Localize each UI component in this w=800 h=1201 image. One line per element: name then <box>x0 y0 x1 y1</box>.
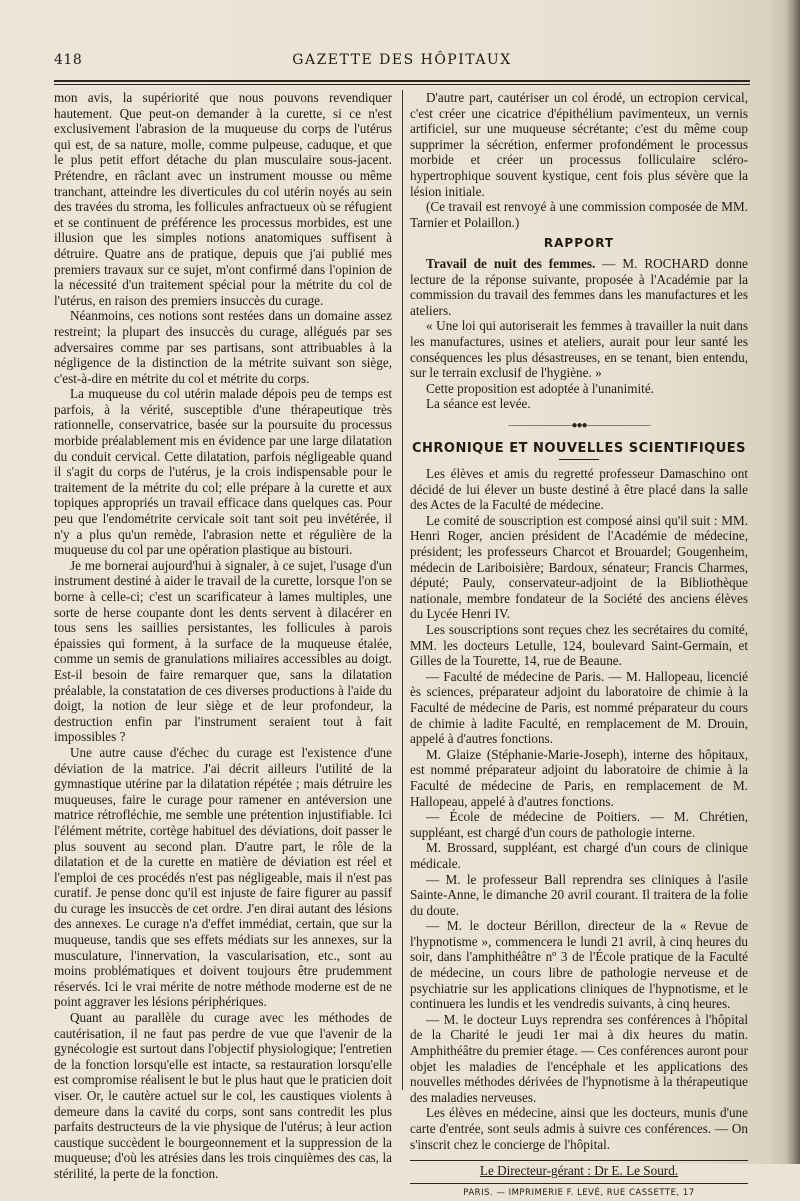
paragraph: Néanmoins, ces notions sont restées dans un domaine assez restreint; la plupart des insuccès du curage, allégués par ses adversaires comme par ses partisans, sont attribuables à la négligence de la distinction de la métrite suivant son siège, c'est-à-dire en métrite du col et métrite du corps. <box>54 308 392 386</box>
rapport-text: — M. ROCHARD donne lecture de la réponse suivante, proposée à l'Académie par la commission du travail des femmes dans les manufactures et les ateliers. <box>410 255 748 318</box>
signature-line <box>410 1160 748 1179</box>
paragraph: D'autre part, cautériser un col érodé, un ectropion cervical, c'est créer une cicatrice d'épithélium pavimenteux, un vernis artificiel, sur une muqueuse sécrétante; c'est du même coup supprimer la sécrétion, enfermer profondément le processus morbide et créer un processus folliculaire scléro-hypertrophique souvent kystique, cent fois plus sévère que la lésion initiale. <box>410 90 748 199</box>
header-rule-thin <box>54 84 750 85</box>
page-edge-shadow <box>786 0 800 1164</box>
page-header <box>54 52 750 74</box>
paragraph: Le comité de souscription est composé ainsi qu'il suit : MM. Henri Roger, ancien président de l'Académie de médecine, président; les professeurs Charcot et Brouardel; Gougenheim, médecin de Lariboisière; Bardoux, sénateur; Francis Charmes, député; Pauly, conservateur-adjoint de la Bibliothèque nationale, membre fondateur de la Société des anciens élèves du Lycée Henri IV. <box>410 512 748 622</box>
header-rule-thick <box>54 80 750 82</box>
paragraph: — M. le professeur Ball reprendra ses cliniques à l'asile Sainte-Anne, le dimanche 20 avril courant. Il traitera de la folie du doute. <box>410 871 748 918</box>
journal-title: GAZETTE DES HÔPITAUX <box>292 52 512 68</box>
paragraph: (Ce travail est renvoyé à une commission composée de MM. Tarnier et Polaillon.) <box>410 199 748 230</box>
paragraph: Les élèves en médecine, ainsi que les docteurs, munis d'une carte d'entrée, sont seuls admis à suivre ces conférences. — On s'inscrit chez le concierge de l'hôpital. <box>410 1105 748 1152</box>
rapport-paragraph <box>410 256 748 318</box>
chronique-heading: CHRONIQUE ET NOUVELLES SCIENTIFIQUES <box>411 441 747 457</box>
page-number: 418 <box>54 52 83 68</box>
paragraph: Je me bornerai aujourd'hui à signaler, à ce sujet, l'usage d'un instrument destiné à aider le travail de la curette, lorsque l'on se borne à celle-ci; c'est un scarificateur à lames multiples, une sorte de herse coupante dont les dents servent à dilacérer en tous sens les saillies persistantes, les follicules à parois épaissies qui forment, à la surface de la muqueuse étalée, comme un semis de granulations miliaires accessibles au doigt. Est-il besoin de faire remarquer que, sans la dilatation préalable, la constatation de ces diverses productions à l'aide du doigt, la notion de leur siège et de leur profondeur, la destruction enfin par l'instrument seraient tout à fait impossibles ? <box>54 557 392 745</box>
paragraph: — Faculté de médecine de Paris. — M. Hallopeau, licencié ès sciences, préparateur adjoint du laboratoire de chimie à la Faculté de médecine de Paris, est nommé préparateur du cours de chimie à ladite Faculté, en remplacement de M. Drouin, appelé à d'autres fonctions. <box>410 668 748 747</box>
right-column <box>410 90 748 1201</box>
left-column <box>54 90 392 1182</box>
signature-name: Dr E. Le Sourd. <box>594 1163 679 1179</box>
paragraph: Cette proposition est adoptée à l'unanimité. <box>426 380 654 396</box>
paragraph: — École de médecine de Poitiers. — M. Chrétien, suppléant, est chargé d'un cours de pathologie interne. <box>410 809 748 840</box>
paragraph: M. Brossard, suppléant, est chargé d'un cours de clinique médicale. <box>410 840 748 871</box>
section-divider-ornament: ———————●●●——————— <box>508 419 650 431</box>
signature-prefix: Le Directeur-gérant : <box>479 1163 595 1179</box>
paragraph: — M. le docteur Bérillon, directeur de la « Revue de l'hypnotisme », commencera le lundi 21 avril, à cinq heures du soir, dans l'amphithéâtre nº 3 de l'École pratique de la Faculté de médecine, un cours libre de pathologie nerveuse et de psychiatrie sur les applications cliniques de l'hypnotisme, et le continuera les lundis et les vendredis suivants, à cinq heures. <box>410 918 748 1012</box>
printer-imprint: PARIS. — IMPRIMERIE F. LEVÉ, RUE CASSETTE, 17 <box>410 1183 748 1201</box>
paragraph: La muqueuse du col utérin malade dépois peu de temps est parfois, à la vérité, susceptible d'une thérapeutique très rationnelle, conservatrice, basée sur la poursuite du processus morbide préalablement mis en évidence par une large dilatation du conduit cervical. Cette dilatation, parfois négligeable quand il s'agit du corps de l'utérus, je la crois indispensable pour le traitement de la métrite du col; elle prépare à la curette et aux topiques appropriés un travail efficace dans quelques cas. Pour peu que l'endométrite cervicale soit tant soit peu invétérée, il n'y a plus qu'un remède, l'abrasion nette et régulière de la muqueuse du col par une opération plastique au bistouri. <box>54 386 392 558</box>
paragraph: Les élèves et amis du regretté professeur Damaschino ont décidé de lui élever un buste destiné à être placé dans la salle des Actes de la Faculté de médecine. <box>410 466 748 513</box>
heading-underline <box>559 459 599 460</box>
paragraph: Les souscriptions sont reçues chez les secrétaires du comité, MM. les docteurs Letulle, 124, boulevard Saint-Germain, et Gilles de la Tourette, 14, rue de Beaune. <box>410 622 748 669</box>
paragraph: Quant au parallèle du curage avec les méthodes de cautérisation, il ne faut pas perdre de vue que l'avenir de la gynécologie est surtout dans l'objectif physiologique; l'entretien de la fonction lorsqu'elle est intacte, sa restauration lorsqu'elle est compromise réalisent le but le plus haut que le praticien doit viser. Or, le cautère actuel sur le col, les caustiques violents à demeure dans la cavité du corps, sont sans contredit les plus parfaits destructeurs de la vie physique de l'utérus; à leur action caustique succèdent le bourgeonnement et la suppression de la muqueuse; d'où les atrésies dans les trois cinquièmes des cas, la stérilité, la perte de la fonction. <box>54 1010 392 1181</box>
paragraph: « Une loi qui autoriserait les femmes à travailler la nuit dans les manufactures, usines et ateliers, aurait pour leur santé les conséquences les plus désastreuses, en se tenant, bien entendu, sur le terrain exclusif de l'hygiène. » <box>410 318 748 381</box>
paragraph: mon avis, la supériorité que nous pouvons revendiquer hautement. Que peut-on demander à la curette, si ce n'est exclusivement l'abrasion de la muqueuse du corps de l'utérus qui est, de sa nature, molle, comme pulpeuse, caduque, et que le plus petit effort détache du plan musculaire sous-jacent. Prétendre, en râclant avec un instrument mousse ou même tranchant, atteindre les diverticules du col utérin noyés au sein des travées du stroma, les follicules anfractueux où se réfugient et se continuent de préférence les processus morbides, est une illusion que les simples notions anatomiques suffisent à détruire. Quatre ans de pratique, depuis que j'ai publié mes premiers travaux sur ce sujet, m'ont confirmé dans l'opinion de la nécessité d'un traitement spécial pour la métrite du col de l'utérus, en raison des premiers insuccès du curage. <box>54 90 392 308</box>
paragraph: La séance est levée. <box>426 396 531 412</box>
paragraph: Une autre cause d'échec du curage est l'existence d'une déviation de la matrice. J'ai décrit ailleurs l'utilité de la gymnastique utérine par la dilatation répétée ; mais détruire les muqueuses, faire le curage pour ramener en antéversion une matrice rétrofléchie, me semble une prétention injustifiable. Ici l'élément métrite, cortège habituel des déviations, doit passer le plus souvent au second plan. D'autre part, le rôle de la dilatation et de la curette en matière de déviation est réel et l'emploi de ces procédés n'est pas négligeable, mais il n'est pas curatif. Je pense donc qu'il est injuste de faire figurer au passif du curage les insuccès de cet ordre. J'en dirai autant des lésions des annexes. Le curage n'a d'effet immédiat, certain, que sur la muqueuse, tandis que ses effets médiats sur les annexes, sur la musculature, l'innervation, la vascularisation, etc., sont au moins problématiques et doivent toujours être prudemment réservés. Ici le vrai mérite de notre méthode moderne est de ne point aggraver les lésions périphériques. <box>54 744 392 1010</box>
rapport-lead: Travail de nuit des femmes. <box>426 255 596 271</box>
paragraph: M. Glaize (Stéphanie-Marie-Joseph), interne des hôpitaux, est nommé préparateur adjoint du laboratoire de chimie à la Faculté de médecine de Paris, en remplacement de M. Hallopeau, appelé à d'autres fonctions. <box>410 746 748 809</box>
column-divider <box>402 90 403 1090</box>
rapport-heading: RAPPORT <box>543 236 615 251</box>
paragraph: — M. le docteur Luys reprendra ses conférences à l'hôpital de la Charité le jeudi 1er mai à dix heures du matin. Amphithéâtre du premier étage. — Ces conférences auront pour objet les maladies de l'encéphale et les applications des nouvelles méthodes dérivées de l'hypnotisme à la thérapeutique des maladies nerveuses. <box>410 1011 748 1105</box>
